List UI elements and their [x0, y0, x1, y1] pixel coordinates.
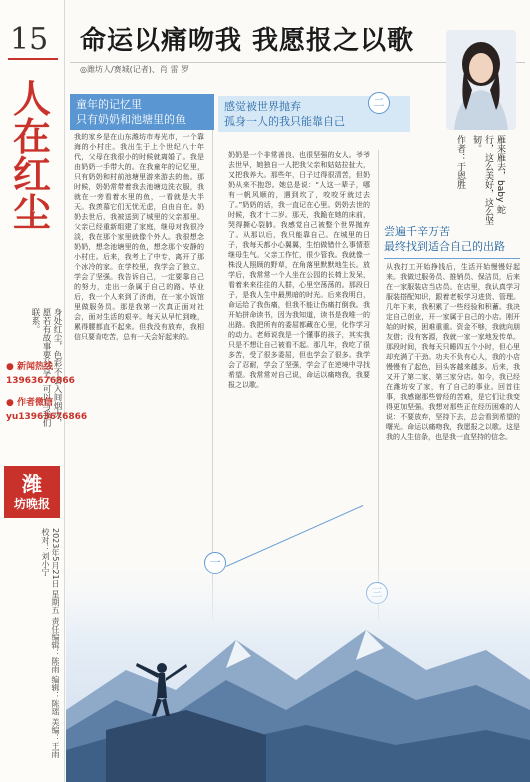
section-1-title-text: 童年的记忆里 只有奶奶和池塘里的鱼: [76, 98, 186, 126]
edition-info: 2023年5月21日 星期五 责任编辑：陈雨 编辑：陈瑶 美编：王雨 校对：刘小宁: [41, 528, 60, 758]
section-2-number: 二: [368, 92, 390, 114]
author-portrait: [446, 30, 516, 130]
contact-label: ● 新闻热线: [6, 362, 54, 372]
section-title-char: 红: [12, 152, 51, 197]
article-byline: ◎潍坊人/赛城(记者)、肖 雷 罗: [80, 65, 190, 74]
column-divider: [378, 150, 379, 620]
portrait-caption: [454, 135, 506, 225]
section-title-char: 尘: [12, 190, 51, 235]
author-phone: yu13963676866: [6, 412, 88, 422]
section-1-body: 我的家乡是在山东潍坊市寿光市，一个靠海的小村庄。我出生于上个世纪八十年代，父母在我很小的时候就离婚了。我是由奶奶一手带大的。在我童年的记忆里，只有奶奶和村前池塘里游来游去的鱼。那时候，奶奶常带着我去池塘边洗衣服，我就在一旁看着水里的鱼，一看就是大半天。我羡慕它们无忧无虑，自由自在。奶奶去世后，我被送到了城里的父亲那里。父亲已经重新组建了家庭，继母对我很冷淡，我在那个家里就像个外人。我很想念奶奶，想念池塘里的鱼，想念那个安静的小村庄。后来，我考上了中专，离开了那个冰冷的家。在学校里，我学会了独立，学会了坚强。我告诉自己，一定要靠自己的努力，走出一条属于自己的路。毕业后，我一个人来到了济南，在一家小饭馆里做服务员。那是我第一次真正面对社会，面对生活的艰辛。每天从早忙到晚，累得腰都直不起来。但我没有放弃，我相信只要肯吃苦，总有一天会好起来的。: [74, 133, 204, 341]
section-1-title: [70, 94, 214, 130]
section-title-char: 人: [12, 76, 51, 121]
section-2-title-text: 感觉被世界抛弃 孤身一人的我只能靠自己: [224, 100, 345, 128]
contact-phone: 13963676866: [6, 376, 75, 386]
newspaper-logo: [4, 466, 60, 518]
caption-author: 作者：于恩胜: [455, 135, 465, 189]
page-number-rule: [8, 58, 58, 60]
article-headline: 命运以痛吻我 我愿报之以歌: [80, 26, 415, 56]
section-title-char: 在: [12, 114, 51, 159]
column-divider: [212, 100, 213, 620]
section-3-body: 从我打工开始挣钱后，生活开始慢慢好起来。我做过服务员、推销员、保洁员，后来在一家服装店当店员。在店里，我认真学习服装搭配知识，跟着老板学习进货、管理。几年下来，我积累了一些经验和积蓄。我决定自己创业，开一家属于自己的小店。刚开始的时候，困难重重。资金不够，我就向朋友借；没有客源，我就一家一家地发传单。那段时间，我每天只睡四五个小时，但心里却充满了干劲。功夫不负有心人，我的小店慢慢有了起色，回头客越来越多。后来，我又开了第二家、第三家分店。如今，我已经在潍坊安了家，有了自己的事业。回首往事，我感谢那些曾经的苦难，是它们让我变得更加坚强。我想对那些正在经历困难的人说：不要放弃，坚持下去，总会看到希望的曙光。命运以痛吻我，我愿报之以歌。这是我的人生信条，也是我一直坚持的信念。: [386, 263, 520, 441]
section-3-title-text: 尝遍千辛万苦 最终找到适合自己的出路: [384, 225, 505, 253]
section-3-title: [384, 224, 522, 254]
section-title: [10, 76, 54, 235]
logo-line2: 坊晚报: [13, 497, 50, 511]
section-3-rule: [384, 258, 520, 259]
sidebar-motto: 身处红尘，色彩不会入间烟火，愿若有故事要分享，可以与我们联系。: [30, 308, 62, 427]
author-label: ● 作者微信: [6, 398, 54, 408]
caption-text: 雁来雁去，baby 蛇行，这么美好，这么坚韧。: [471, 135, 505, 225]
logo-line1: 潍: [22, 472, 42, 496]
mountain-photo: [66, 560, 530, 782]
page-number: 15: [10, 22, 49, 57]
section-2-body: 奶奶是一个非常善良、也很坚强的女人。爷爷去世早，她独自一人把我父亲和姑姑拉扯大，又把我养大。那些年，日子过得很清苦，但奶奶从来不抱怨。她总是说：“人这一辈子，哪有一帆风顺的，遇到坎了，咬咬牙就过去了。”奶奶的话，我一直记在心里。奶奶去世的时候，我才十二岁。那天，我跪在她的床前，哭得撕心裂肺。我感觉自己被整个世界抛弃了。从那以后，我只能靠自己。在城里的日子，我每天都小心翼翼，生怕做错什么事情惹继母生气。父亲工作忙，很少管我。我就像一株没人照顾的野草，在角落里默默地生长。放学后，我常常一个人坐在公园的长椅上发呆，看着来来往往的人群，心里空荡荡的。那段日子，是我人生中最黑暗的时光。后来我明白，命运给了我伤痛，但我不能让伤痛打倒我。我开始拼命读书，因为我知道，读书是我唯一的出路。我把所有的委屈都藏在心里，化作学习的动力。老师说我是一个懂事的孩子，其实我只是不想让自己被看不起。那几年，我吃了很多苦，受了很多委屈，但也学会了很多。我学会了忍耐，学会了坚强，学会了在逆境中寻找希望。我常常对自己说，命运以痛吻我，我要报之以歌。: [228, 151, 370, 389]
